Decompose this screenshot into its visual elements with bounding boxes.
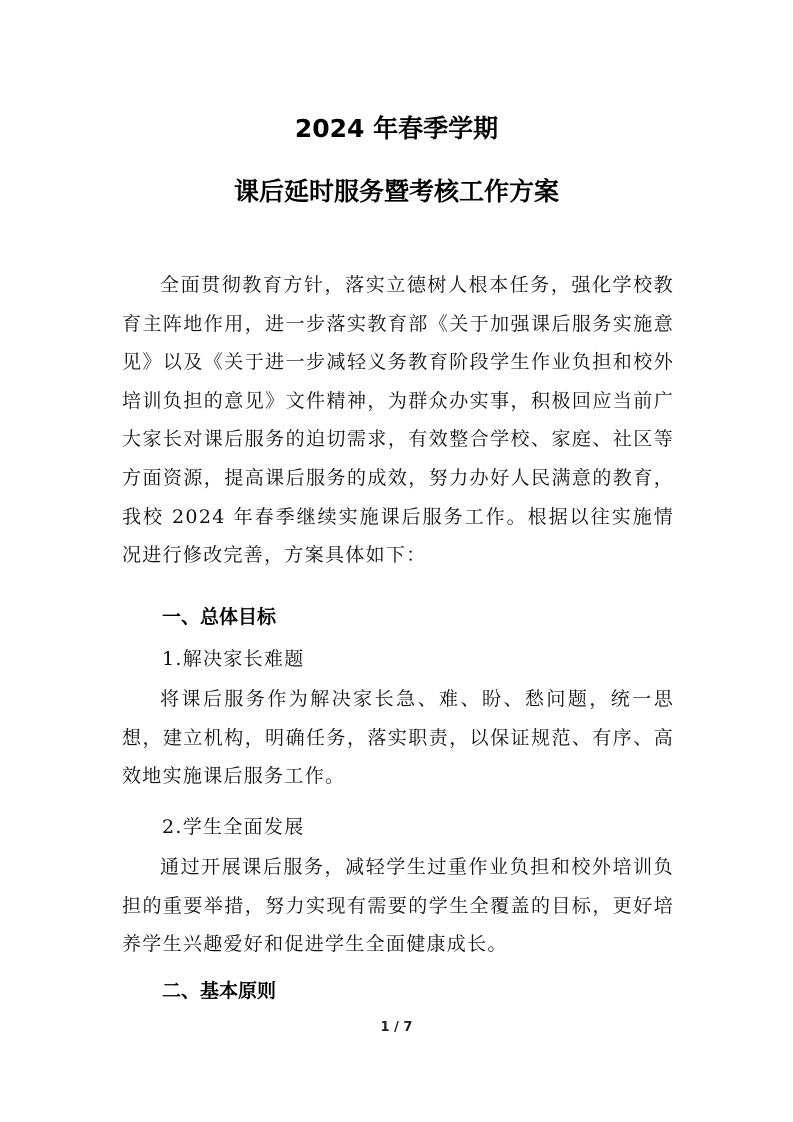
item-2-block [122, 848, 674, 964]
item-paragraph-parent-difficulties: 将课后服务作为解决家长急、难、盼、愁问题，统一思想，建立机构，明确任务，落实职责，以保证规范、有序、高效地实施课后服务工作。 [122, 688, 674, 788]
item-title-parent-difficulties: 1.解决家长难题 [162, 648, 305, 670]
section-heading-basic-principles: 二、基本原则 [162, 980, 277, 1002]
document-title-line-2: 课后延时服务暨考核工作方案 [233, 177, 559, 206]
item-title-student-development: 2.学生全面发展 [162, 816, 305, 838]
intro-paragraph: 全面贯彻教育方针，落实立德树人根本任务，强化学校教育主阵地作用，进一步落实教育部《关于加强课后服务实施意见》以及《关于进一步减轻义务教育阶段学生作业负担和校外培训负担的意见》文件精神，为群众办实事，积极回应当前广大家长对课后服务的迫切需求，有效整合学校、家庭、社区等方面资源，提高课后服务的成效，努力办好人民满意的教育，我校 2024 年春季继续实施课后服务工作。根据以往实施情况进行修改完善，方案具体如下： [122, 274, 674, 567]
item-1-block [122, 680, 674, 796]
intro-block [122, 266, 674, 575]
document-title-line-1: 2024 年春季学期 [294, 114, 499, 143]
section-heading-overall-goals: 一、总体目标 [162, 606, 277, 628]
item-paragraph-student-development: 通过开展课后服务，减轻学生过重作业负担和校外培训负担的重要举措，努力实现有需要的学生全覆盖的目标，更好培养学生兴趣爱好和促进学生全面健康成长。 [122, 856, 674, 956]
page-number: 1 / 7 [380, 1020, 413, 1035]
